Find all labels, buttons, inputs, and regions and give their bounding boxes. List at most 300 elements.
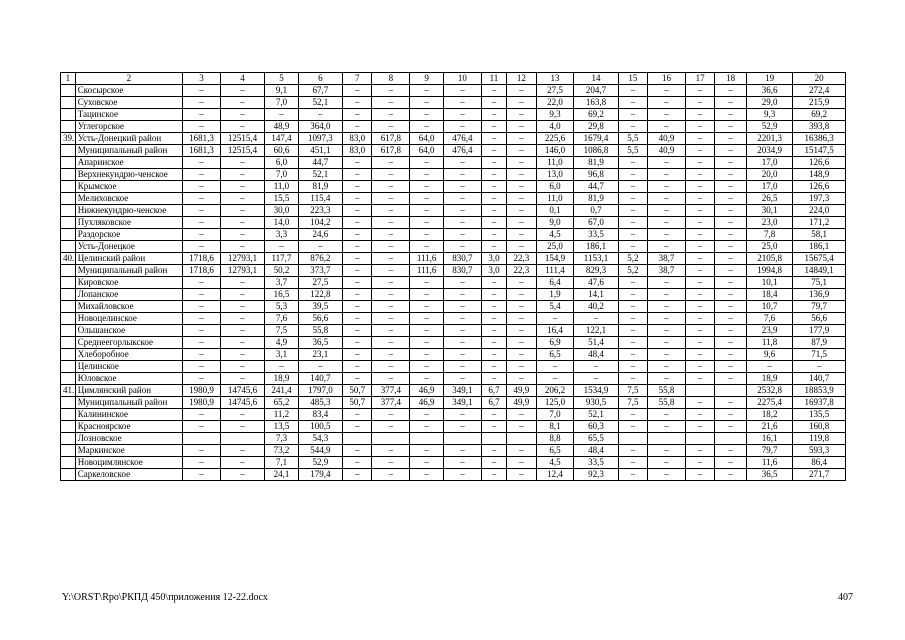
value-cell: 830,7 <box>443 265 481 277</box>
value-cell: – <box>183 409 221 421</box>
value-cell: 204,7 <box>574 85 618 97</box>
row-name: Ольшанское <box>75 325 182 337</box>
value-cell <box>410 433 444 445</box>
header-cell: 17 <box>685 73 714 85</box>
row-name: Кировское <box>75 277 182 289</box>
table-row <box>61 445 846 457</box>
value-cell: 22,3 <box>507 265 536 277</box>
row-name: Усть-Донецкий район <box>75 133 182 145</box>
value-cell <box>618 433 647 445</box>
header-cell: 3 <box>183 73 221 85</box>
value-cell: 119,8 <box>793 433 846 445</box>
footer-file-path: Y:\ORST\Rpo\РКПД 450\приложения 12-22.docx <box>62 592 268 603</box>
row-name: Суховское <box>75 97 182 109</box>
row-number <box>61 373 76 385</box>
row-name: Юловское <box>75 373 182 385</box>
value-cell: – <box>715 97 747 109</box>
value-cell: – <box>618 157 647 169</box>
value-cell: – <box>481 457 506 469</box>
value-cell: – <box>507 325 536 337</box>
value-cell: 71,5 <box>793 349 846 361</box>
value-cell: – <box>220 229 264 241</box>
value-cell: – <box>685 469 714 481</box>
value-cell: 111,6 <box>410 253 444 265</box>
value-cell: 177,9 <box>793 325 846 337</box>
value-cell: – <box>618 301 647 313</box>
table-row <box>61 289 846 301</box>
value-cell: – <box>372 361 410 373</box>
table-row <box>61 397 846 409</box>
value-cell <box>443 433 481 445</box>
value-cell: 15147,5 <box>793 145 846 157</box>
value-cell: 12515,4 <box>220 145 264 157</box>
value-cell: – <box>342 181 371 193</box>
value-cell: – <box>648 241 686 253</box>
value-cell: 373,7 <box>298 265 342 277</box>
value-cell: 40,9 <box>648 133 686 145</box>
value-cell: 15675,4 <box>793 253 846 265</box>
value-cell: 52,9 <box>746 121 792 133</box>
value-cell: – <box>220 289 264 301</box>
value-cell: – <box>481 85 506 97</box>
row-number <box>61 229 76 241</box>
value-cell: 39,5 <box>298 301 342 313</box>
value-cell: – <box>507 349 536 361</box>
row-number <box>61 121 76 133</box>
table-row <box>61 253 846 265</box>
value-cell: – <box>685 193 714 205</box>
value-cell: – <box>372 301 410 313</box>
value-cell: – <box>265 361 299 373</box>
value-cell: – <box>507 97 536 109</box>
value-cell: 15,5 <box>265 193 299 205</box>
value-cell: 36,5 <box>746 469 792 481</box>
value-cell: – <box>183 277 221 289</box>
value-cell: – <box>183 229 221 241</box>
row-number <box>61 109 76 121</box>
value-cell: – <box>618 193 647 205</box>
value-cell: 22,0 <box>536 97 574 109</box>
value-cell: – <box>410 169 444 181</box>
value-cell: – <box>183 157 221 169</box>
value-cell: 122,8 <box>298 289 342 301</box>
value-cell: – <box>685 421 714 433</box>
value-cell: 7,5 <box>618 397 647 409</box>
row-name: Мелиховское <box>75 193 182 205</box>
data-table <box>60 72 846 481</box>
value-cell: – <box>183 457 221 469</box>
value-cell: 1534,9 <box>574 385 618 397</box>
value-cell: – <box>342 97 371 109</box>
value-cell: – <box>648 193 686 205</box>
value-cell: – <box>648 373 686 385</box>
value-cell: 50,7 <box>342 385 371 397</box>
value-cell: 2532,8 <box>746 385 792 397</box>
value-cell: – <box>265 109 299 121</box>
value-cell: 52,1 <box>298 169 342 181</box>
value-cell: – <box>410 277 444 289</box>
value-cell: – <box>265 241 299 253</box>
value-cell: – <box>715 85 747 97</box>
value-cell: – <box>685 121 714 133</box>
value-cell: – <box>507 241 536 253</box>
row-number <box>61 397 76 409</box>
value-cell: 111,6 <box>410 265 444 277</box>
value-cell: – <box>342 445 371 457</box>
value-cell: 14849,1 <box>793 265 846 277</box>
value-cell: – <box>618 85 647 97</box>
value-cell: – <box>481 277 506 289</box>
value-cell: – <box>183 469 221 481</box>
value-cell: – <box>443 421 481 433</box>
value-cell: 7,0 <box>265 97 299 109</box>
value-cell: 67,0 <box>574 217 618 229</box>
row-name: Саркеловское <box>75 469 182 481</box>
value-cell: 51,4 <box>574 337 618 349</box>
value-cell: 206,2 <box>536 385 574 397</box>
value-cell: – <box>342 265 371 277</box>
value-cell: 48,9 <box>265 121 299 133</box>
value-cell: 69,2 <box>574 109 618 121</box>
value-cell: – <box>618 337 647 349</box>
row-number <box>61 277 76 289</box>
value-cell: 40,9 <box>648 145 686 157</box>
value-cell: – <box>685 325 714 337</box>
value-cell: 125,0 <box>536 397 574 409</box>
value-cell: – <box>342 301 371 313</box>
value-cell: 148,9 <box>793 169 846 181</box>
row-number <box>61 241 76 253</box>
value-cell: – <box>685 361 714 373</box>
value-cell: 55,8 <box>648 385 686 397</box>
value-cell: – <box>648 361 686 373</box>
value-cell: – <box>481 217 506 229</box>
value-cell: – <box>685 253 714 265</box>
value-cell: – <box>342 253 371 265</box>
row-number <box>61 157 76 169</box>
value-cell: 377,4 <box>372 385 410 397</box>
header-cell: 9 <box>410 73 444 85</box>
value-cell: – <box>685 85 714 97</box>
value-cell: 140,7 <box>298 373 342 385</box>
value-cell: 7,0 <box>536 409 574 421</box>
value-cell: – <box>410 409 444 421</box>
value-cell: 69,2 <box>793 109 846 121</box>
value-cell: – <box>443 457 481 469</box>
value-cell: – <box>481 241 506 253</box>
header-cell: 4 <box>220 73 264 85</box>
row-number <box>61 349 76 361</box>
value-cell: 241,4 <box>265 385 299 397</box>
value-cell: – <box>648 109 686 121</box>
value-cell: 26,5 <box>746 193 792 205</box>
value-cell: – <box>618 445 647 457</box>
value-cell: – <box>220 157 264 169</box>
value-cell: – <box>220 109 264 121</box>
row-number <box>61 289 76 301</box>
value-cell: – <box>648 169 686 181</box>
value-cell: – <box>220 181 264 193</box>
value-cell: – <box>372 193 410 205</box>
value-cell: 1681,3 <box>183 145 221 157</box>
table-row <box>61 457 846 469</box>
value-cell: 64,0 <box>410 133 444 145</box>
value-cell: 3,7 <box>265 277 299 289</box>
value-cell: 140,7 <box>793 373 846 385</box>
value-cell: – <box>372 457 410 469</box>
value-cell: – <box>481 205 506 217</box>
value-cell: – <box>507 289 536 301</box>
value-cell: 271,7 <box>793 469 846 481</box>
row-name: Нижнекундрю-ченское <box>75 205 182 217</box>
value-cell: – <box>481 313 506 325</box>
table-row <box>61 169 846 181</box>
value-cell: – <box>618 169 647 181</box>
value-cell: 3,0 <box>481 265 506 277</box>
header-cell: 14 <box>574 73 618 85</box>
value-cell: – <box>481 349 506 361</box>
table-row <box>61 109 846 121</box>
value-cell: – <box>372 409 410 421</box>
value-cell: 2034,9 <box>746 145 792 157</box>
value-cell: – <box>685 457 714 469</box>
row-name: Муниципальный район <box>75 145 182 157</box>
value-cell: – <box>443 409 481 421</box>
data-table-container <box>60 72 846 481</box>
value-cell: – <box>715 445 747 457</box>
value-cell: 7,5 <box>618 385 647 397</box>
value-cell: 21,6 <box>746 421 792 433</box>
value-cell: 23,0 <box>746 217 792 229</box>
value-cell: – <box>443 121 481 133</box>
value-cell: – <box>618 277 647 289</box>
value-cell: 79,7 <box>793 301 846 313</box>
value-cell: – <box>410 325 444 337</box>
value-cell: – <box>481 361 506 373</box>
header-cell: 20 <box>793 73 846 85</box>
value-cell: – <box>715 421 747 433</box>
row-number <box>61 217 76 229</box>
value-cell: 179,4 <box>298 469 342 481</box>
value-cell: – <box>618 121 647 133</box>
value-cell: – <box>372 85 410 97</box>
row-number <box>61 205 76 217</box>
row-number <box>61 169 76 181</box>
value-cell: – <box>372 277 410 289</box>
value-cell: – <box>715 469 747 481</box>
value-cell: – <box>443 289 481 301</box>
value-cell: – <box>648 457 686 469</box>
value-cell: – <box>507 121 536 133</box>
value-cell: – <box>183 313 221 325</box>
value-cell: 1980,9 <box>183 385 221 397</box>
row-name: Пухляковское <box>75 217 182 229</box>
value-cell: 18853,9 <box>793 385 846 397</box>
row-number: 41. <box>61 385 76 397</box>
value-cell: 117,7 <box>265 253 299 265</box>
value-cell: 8,1 <box>536 421 574 433</box>
value-cell: 377,4 <box>372 397 410 409</box>
value-cell: 60,6 <box>265 145 299 157</box>
value-cell: – <box>648 337 686 349</box>
value-cell: 544,9 <box>298 445 342 457</box>
value-cell: 5,5 <box>618 145 647 157</box>
row-name: Калининское <box>75 409 182 421</box>
row-number <box>61 421 76 433</box>
value-cell: 92,3 <box>574 469 618 481</box>
table-row <box>61 193 846 205</box>
value-cell: – <box>220 217 264 229</box>
value-cell: – <box>481 157 506 169</box>
value-cell: 16,5 <box>265 289 299 301</box>
value-cell: – <box>220 121 264 133</box>
value-cell: – <box>715 205 747 217</box>
value-cell: – <box>372 229 410 241</box>
value-cell: – <box>715 157 747 169</box>
table-row <box>61 145 846 157</box>
value-cell: – <box>410 241 444 253</box>
value-cell: 349,1 <box>443 385 481 397</box>
value-cell: – <box>410 229 444 241</box>
value-cell: 146,0 <box>536 145 574 157</box>
value-cell: 1153,1 <box>574 253 618 265</box>
value-cell: – <box>372 289 410 301</box>
value-cell: – <box>220 337 264 349</box>
value-cell: – <box>342 109 371 121</box>
value-cell: – <box>685 265 714 277</box>
value-cell: – <box>507 181 536 193</box>
table-row <box>61 157 846 169</box>
value-cell: 9,3 <box>536 109 574 121</box>
value-cell: – <box>481 109 506 121</box>
value-cell: – <box>481 445 506 457</box>
value-cell: – <box>410 217 444 229</box>
value-cell: 87,9 <box>793 337 846 349</box>
value-cell: – <box>298 109 342 121</box>
value-cell: 29,8 <box>574 121 618 133</box>
value-cell: 49,9 <box>507 397 536 409</box>
value-cell: – <box>481 289 506 301</box>
value-cell: 73,2 <box>265 445 299 457</box>
value-cell: – <box>648 409 686 421</box>
value-cell: – <box>410 469 444 481</box>
value-cell: – <box>481 97 506 109</box>
value-cell: – <box>648 157 686 169</box>
value-cell: – <box>342 313 371 325</box>
value-cell: – <box>618 241 647 253</box>
value-cell: – <box>372 241 410 253</box>
value-cell: 364,0 <box>298 121 342 133</box>
value-cell: 11,2 <box>265 409 299 421</box>
value-cell: – <box>372 445 410 457</box>
value-cell: – <box>715 253 747 265</box>
value-cell: – <box>220 349 264 361</box>
value-cell: – <box>685 313 714 325</box>
value-cell: – <box>648 349 686 361</box>
value-cell: – <box>410 181 444 193</box>
value-cell: 11,8 <box>746 337 792 349</box>
value-cell: – <box>183 373 221 385</box>
header-cell: 18 <box>715 73 747 85</box>
value-cell: – <box>715 301 747 313</box>
value-cell: – <box>685 109 714 121</box>
value-cell: 25,0 <box>536 241 574 253</box>
value-cell: – <box>342 205 371 217</box>
value-cell: – <box>443 193 481 205</box>
value-cell: – <box>443 97 481 109</box>
value-cell: – <box>481 301 506 313</box>
value-cell <box>648 433 686 445</box>
value-cell: 13,5 <box>265 421 299 433</box>
value-cell: – <box>443 277 481 289</box>
value-cell: 126,6 <box>793 181 846 193</box>
row-number <box>61 457 76 469</box>
value-cell: 83,0 <box>342 133 371 145</box>
value-cell: 593,3 <box>793 445 846 457</box>
value-cell: 18,2 <box>746 409 792 421</box>
value-cell: – <box>183 241 221 253</box>
value-cell: – <box>618 457 647 469</box>
value-cell: – <box>410 349 444 361</box>
value-cell: 224,0 <box>793 205 846 217</box>
table-row <box>61 97 846 109</box>
row-name: Апаринское <box>75 157 182 169</box>
value-cell: – <box>648 445 686 457</box>
value-cell: – <box>220 97 264 109</box>
value-cell: – <box>507 205 536 217</box>
row-number: 39. <box>61 133 76 145</box>
value-cell: – <box>220 325 264 337</box>
value-cell: 18,4 <box>746 289 792 301</box>
value-cell: 104,2 <box>298 217 342 229</box>
value-cell: 272,4 <box>793 85 846 97</box>
value-cell: – <box>507 157 536 169</box>
value-cell: – <box>410 361 444 373</box>
value-cell: – <box>183 169 221 181</box>
value-cell: – <box>618 217 647 229</box>
value-cell: 96,8 <box>574 169 618 181</box>
value-cell: – <box>618 229 647 241</box>
header-cell: 11 <box>481 73 506 85</box>
value-cell: – <box>481 145 506 157</box>
value-cell: – <box>410 121 444 133</box>
value-cell: 44,7 <box>298 157 342 169</box>
value-cell: – <box>183 301 221 313</box>
value-cell: – <box>410 337 444 349</box>
value-cell: – <box>443 181 481 193</box>
value-cell: – <box>507 133 536 145</box>
value-cell: – <box>618 361 647 373</box>
value-cell: 86,4 <box>793 457 846 469</box>
value-cell: 79,7 <box>746 445 792 457</box>
value-cell: 54,3 <box>298 433 342 445</box>
value-cell: – <box>618 289 647 301</box>
row-name: Хлеборобное <box>75 349 182 361</box>
value-cell: – <box>183 97 221 109</box>
value-cell: 10,7 <box>746 301 792 313</box>
value-cell: – <box>342 325 371 337</box>
row-name: Муниципальный район <box>75 265 182 277</box>
value-cell: 7,6 <box>265 313 299 325</box>
value-cell: – <box>220 469 264 481</box>
value-cell: 136,9 <box>793 289 846 301</box>
table-row <box>61 301 846 313</box>
value-cell: – <box>481 181 506 193</box>
value-cell: 1097,3 <box>298 133 342 145</box>
table-row <box>61 361 846 373</box>
value-cell: 215,9 <box>793 97 846 109</box>
value-cell: 14745,6 <box>220 385 264 397</box>
